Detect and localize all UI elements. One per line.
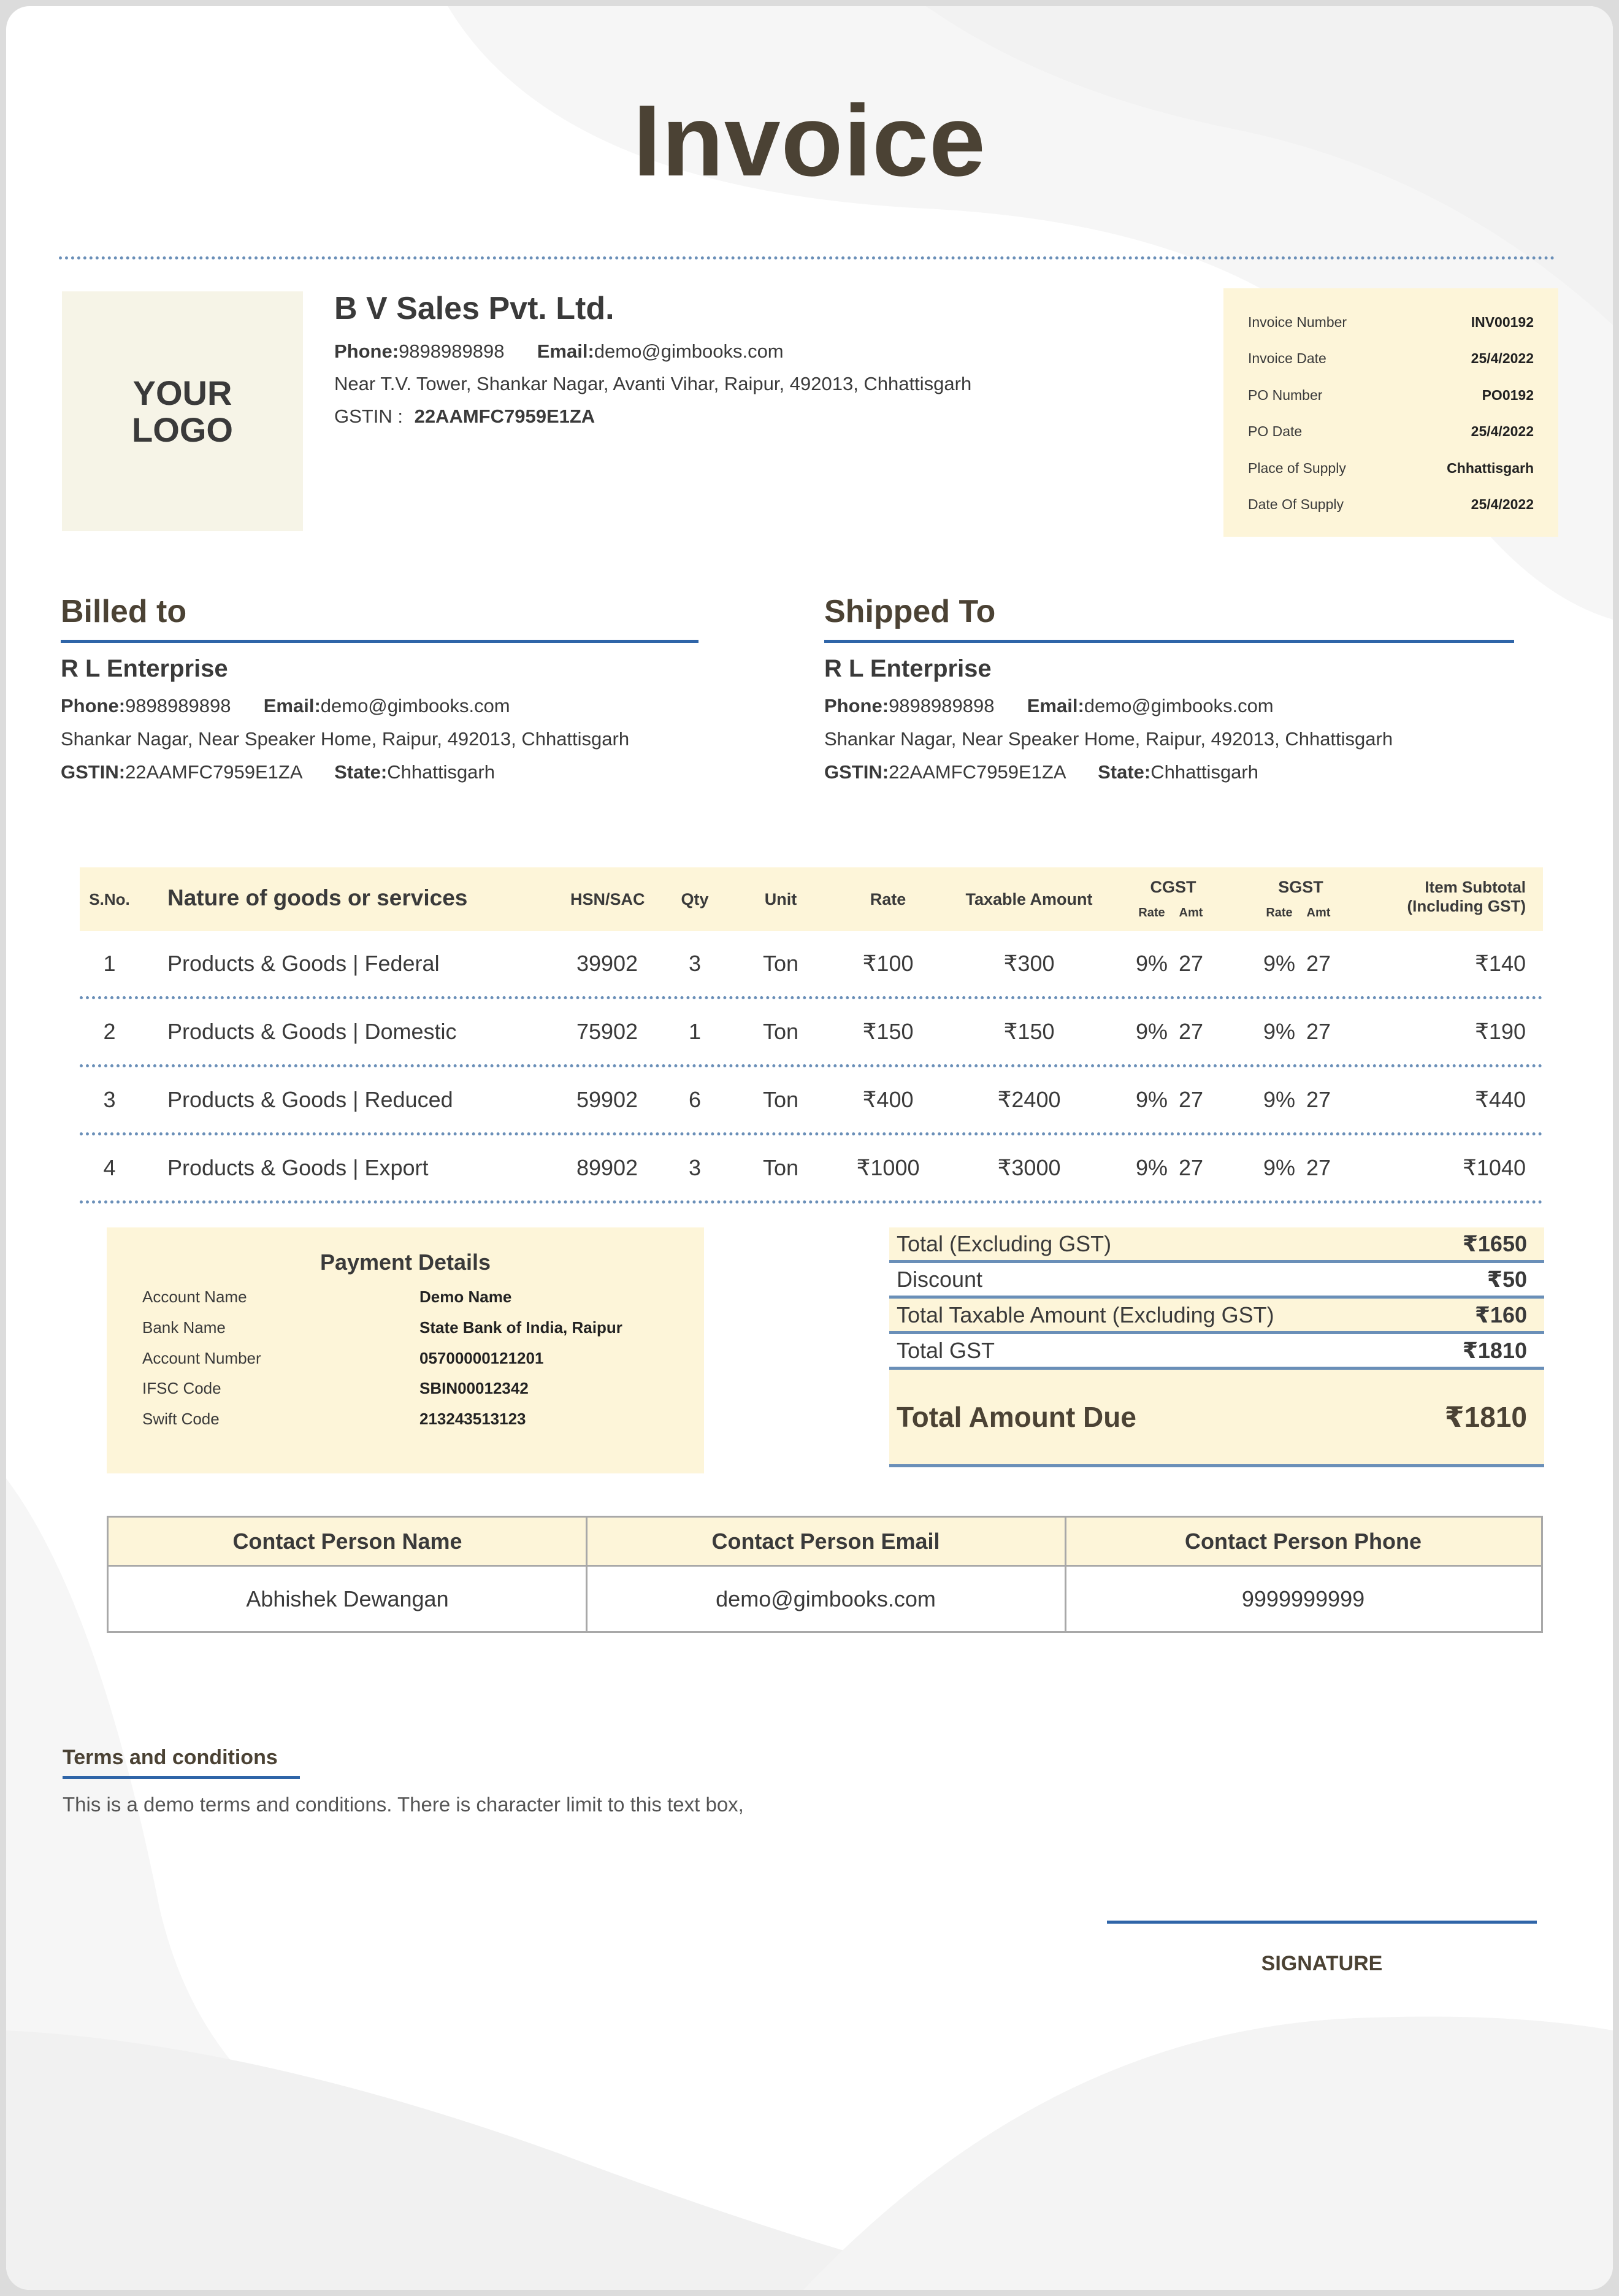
col-subtotal-note: (Including GST)	[1407, 897, 1526, 915]
cell-cgst-rate: 9%	[1135, 951, 1168, 976]
company-gstin-line	[334, 405, 595, 428]
shipped-to-name: R L Enterprise	[824, 655, 992, 682]
billed-gstin-label: GSTIN:	[61, 761, 126, 783]
cell-unit: Ton	[762, 1155, 799, 1180]
cell-rate: ₹150	[862, 1019, 914, 1044]
table-row	[80, 1067, 1543, 1135]
total-label: Total GST	[897, 1338, 995, 1363]
meta-value: Chhattisgarh	[1447, 459, 1534, 476]
total-row	[889, 1334, 1544, 1370]
cell-nature: Products & Goods | Federal	[167, 951, 440, 976]
company-gstin-label: GSTIN :	[334, 405, 403, 427]
meta-row	[1248, 460, 1534, 496]
company-phone: 9898989898	[399, 340, 505, 362]
col-sno: S.No.	[89, 890, 130, 908]
cell-nature: Products & Goods | Reduced	[167, 1087, 453, 1112]
meta-label: PO Date	[1248, 423, 1303, 440]
table-row	[80, 931, 1543, 999]
cell-sgst-amt: 27	[1306, 951, 1331, 976]
cell-sno: 3	[103, 1087, 116, 1112]
cell-hsn: 89902	[576, 1155, 638, 1180]
contact-header-name: Contact Person Name	[109, 1518, 586, 1567]
cell-taxable: ₹3000	[997, 1155, 1061, 1180]
table-row	[80, 999, 1543, 1067]
billed-gstin: 22AAMFC7959E1ZA	[125, 761, 302, 783]
cell-subtotal: ₹440	[1475, 1087, 1526, 1112]
invoice-page	[6, 6, 1613, 2290]
items-table	[80, 867, 1543, 1204]
billed-to-rule	[61, 640, 699, 643]
cell-subtotal: ₹190	[1475, 1019, 1526, 1044]
cell-cgst-rate: 9%	[1135, 1019, 1168, 1044]
billed-state: Chhattisgarh	[387, 761, 495, 783]
col-taxable: Taxable Amount	[965, 890, 1093, 908]
totals-panel	[889, 1227, 1544, 1473]
payment-label: IFSC Code	[142, 1379, 221, 1397]
cell-cgst-rate: 9%	[1135, 1087, 1168, 1112]
signature-label: SIGNATURE	[1261, 1952, 1383, 1975]
col-sgst-amt: Amt	[1306, 906, 1331, 920]
shipped-gstin: 22AAMFC7959E1ZA	[889, 761, 1065, 783]
col-qty: Qty	[681, 890, 709, 908]
meta-label: Invoice Date	[1248, 350, 1326, 367]
shipped-state-label: State:	[1098, 761, 1151, 783]
billed-to-name: R L Enterprise	[61, 655, 228, 682]
cell-subtotal: ₹1040	[1463, 1155, 1526, 1180]
meta-label: Place of Supply	[1248, 459, 1346, 476]
shipped-email-label: Email:	[1027, 695, 1084, 716]
billed-to-heading: Billed to	[61, 594, 187, 629]
cell-subtotal: ₹140	[1475, 951, 1526, 976]
contact-header-email: Contact Person Email	[586, 1518, 1065, 1567]
meta-value: INV00192	[1471, 314, 1534, 330]
shipped-to-gstin-line	[824, 761, 1258, 783]
shipped-phone: 9898989898	[889, 695, 995, 716]
company-contact-line	[334, 340, 784, 363]
logo-line-1: YOUR	[132, 373, 232, 412]
cell-sgst-amt: 27	[1306, 1019, 1331, 1044]
total-row	[889, 1263, 1544, 1299]
cell-taxable: ₹300	[1003, 951, 1055, 976]
page-title: Invoice	[633, 84, 986, 197]
invoice-meta-box	[1223, 288, 1558, 537]
cell-cgst-amt: 27	[1178, 1155, 1204, 1180]
billed-state-label: State:	[334, 761, 388, 783]
payment-label: Bank Name	[142, 1318, 226, 1337]
terms-rule	[63, 1776, 300, 1779]
total-value: ₹50	[1487, 1267, 1527, 1292]
meta-row	[1248, 314, 1534, 350]
cell-hsn: 39902	[576, 951, 638, 976]
payment-value: 05700000121201	[419, 1349, 544, 1367]
cell-qty: 1	[688, 1019, 702, 1044]
company-phone-label: Phone:	[334, 340, 399, 362]
payment-label: Account Number	[142, 1349, 261, 1367]
cell-rate: ₹400	[862, 1087, 914, 1112]
total-row	[889, 1299, 1544, 1334]
payment-value: SBIN00012342	[419, 1379, 529, 1397]
payment-details-title: Payment Details	[320, 1250, 491, 1275]
col-unit: Unit	[764, 890, 797, 908]
total-label: Total Taxable Amount (Excluding GST)	[897, 1302, 1274, 1327]
meta-row	[1248, 496, 1534, 532]
amount-due-row	[889, 1370, 1544, 1467]
col-cgst-amt: Amt	[1179, 906, 1203, 920]
col-cgst-rate: Rate	[1138, 906, 1165, 920]
billed-email-label: Email:	[263, 695, 321, 716]
billed-to-address: Shankar Nagar, Near Speaker Home, Raipur, 492013, Chhattisgarh	[61, 728, 630, 750]
contact-divider	[1065, 1518, 1066, 1631]
meta-value: 25/4/2022	[1471, 350, 1534, 367]
payment-value: State Bank of India, Raipur	[419, 1318, 622, 1337]
total-value: ₹1810	[1462, 1338, 1527, 1363]
cell-nature: Products & Goods | Export	[167, 1155, 429, 1180]
contact-table	[107, 1516, 1543, 1633]
company-name: B V Sales Pvt. Ltd.	[334, 291, 614, 326]
total-value: ₹1650	[1462, 1231, 1527, 1256]
shipped-state: Chhattisgarh	[1150, 761, 1258, 783]
cell-cgst-amt: 27	[1178, 951, 1204, 976]
cell-unit: Ton	[762, 951, 799, 976]
contact-name: Abhishek Dewangan	[246, 1586, 449, 1611]
items-table-header	[80, 867, 1543, 931]
table-row	[80, 1135, 1543, 1204]
meta-row	[1248, 350, 1534, 386]
shipped-email: demo@gimbooks.com	[1084, 695, 1274, 716]
shipped-gstin-label: GSTIN:	[824, 761, 889, 783]
payment-value: 213243513123	[419, 1410, 526, 1428]
meta-value: PO0192	[1482, 386, 1534, 403]
col-sgst-rate: Rate	[1266, 906, 1293, 920]
total-row	[889, 1227, 1544, 1263]
cell-hsn: 59902	[576, 1087, 638, 1112]
meta-value: 25/4/2022	[1471, 423, 1534, 440]
billed-to-gstin-line	[61, 761, 495, 783]
billed-to-contact	[61, 695, 510, 717]
billed-phone: 9898989898	[125, 695, 231, 716]
shipped-to-heading: Shipped To	[824, 594, 996, 629]
header-divider	[59, 256, 1555, 259]
meta-label: PO Number	[1248, 386, 1323, 403]
cell-cgst-amt: 27	[1178, 1087, 1204, 1112]
contact-phone: 9999999999	[1241, 1586, 1365, 1611]
contact-header-phone: Contact Person Phone	[1065, 1518, 1541, 1567]
meta-row	[1248, 387, 1534, 423]
shipped-to-address: Shankar Nagar, Near Speaker Home, Raipur, 492013, Chhattisgarh	[824, 728, 1393, 750]
logo-line-2: LOGO	[132, 410, 233, 449]
cell-qty: 3	[688, 951, 702, 976]
company-email: demo@gimbooks.com	[594, 340, 784, 362]
company-email-label: Email:	[537, 340, 594, 362]
billed-phone-label: Phone:	[61, 695, 126, 716]
cell-taxable: ₹2400	[997, 1087, 1061, 1112]
col-nature: Nature of goods or services	[167, 885, 468, 910]
billed-email: demo@gimbooks.com	[320, 695, 510, 716]
payment-label: Account Name	[142, 1288, 247, 1306]
cell-unit: Ton	[762, 1019, 799, 1044]
total-value: ₹160	[1474, 1302, 1527, 1327]
cell-sgst-rate: 9%	[1263, 1087, 1296, 1112]
logo-placeholder	[62, 291, 303, 531]
company-address: Near T.V. Tower, Shankar Nagar, Avanti Vihar, Raipur, 492013, Chhattisgarh	[334, 373, 972, 394]
payment-label: Swift Code	[142, 1410, 220, 1428]
shipped-phone-label: Phone:	[824, 695, 889, 716]
meta-row	[1248, 423, 1534, 459]
terms-text: This is a demo terms and conditions. There is character limit to this text box,	[63, 1793, 744, 1816]
cell-sgst-rate: 9%	[1263, 1155, 1296, 1180]
cell-qty: 6	[688, 1087, 702, 1112]
contact-divider	[586, 1518, 588, 1631]
cell-sno: 4	[103, 1155, 116, 1180]
terms-title: Terms and conditions	[63, 1746, 278, 1769]
total-label: Total (Excluding GST)	[897, 1231, 1112, 1256]
shipped-to-rule	[824, 640, 1514, 643]
cell-cgst-amt: 27	[1178, 1019, 1204, 1044]
cell-sgst-amt: 27	[1306, 1087, 1331, 1112]
shipped-to-contact	[824, 695, 1274, 717]
amount-due-label: Total Amount Due	[897, 1401, 1136, 1433]
amount-due-value: ₹1810	[1444, 1401, 1527, 1433]
col-cgst: CGST	[1150, 878, 1196, 896]
meta-label: Invoice Number	[1248, 314, 1347, 330]
cell-sgst-amt: 27	[1306, 1155, 1331, 1180]
total-label: Discount	[897, 1267, 983, 1292]
col-subtotal: Item Subtotal	[1425, 878, 1526, 896]
cell-qty: 3	[688, 1155, 702, 1180]
signature-line	[1107, 1921, 1537, 1924]
cell-rate: ₹1000	[856, 1155, 920, 1180]
col-sgst: SGST	[1278, 878, 1323, 896]
cell-nature: Products & Goods | Domestic	[167, 1019, 457, 1044]
cell-cgst-rate: 9%	[1135, 1155, 1168, 1180]
col-hsn: HSN/SAC	[570, 890, 645, 908]
cell-sgst-rate: 9%	[1263, 951, 1296, 976]
cell-rate: ₹100	[862, 951, 914, 976]
payment-value: Demo Name	[419, 1288, 512, 1306]
meta-value: 25/4/2022	[1471, 496, 1534, 512]
contact-email: demo@gimbooks.com	[716, 1586, 936, 1611]
cell-sno: 2	[103, 1019, 116, 1044]
cell-taxable: ₹150	[1003, 1019, 1055, 1044]
cell-sgst-rate: 9%	[1263, 1019, 1296, 1044]
cell-unit: Ton	[762, 1087, 799, 1112]
col-rate: Rate	[870, 890, 906, 908]
cell-hsn: 75902	[576, 1019, 638, 1044]
company-gstin: 22AAMFC7959E1ZA	[414, 405, 595, 427]
meta-label: Date Of Supply	[1248, 496, 1344, 512]
cell-sno: 1	[103, 951, 116, 976]
payment-details-box	[107, 1227, 704, 1473]
